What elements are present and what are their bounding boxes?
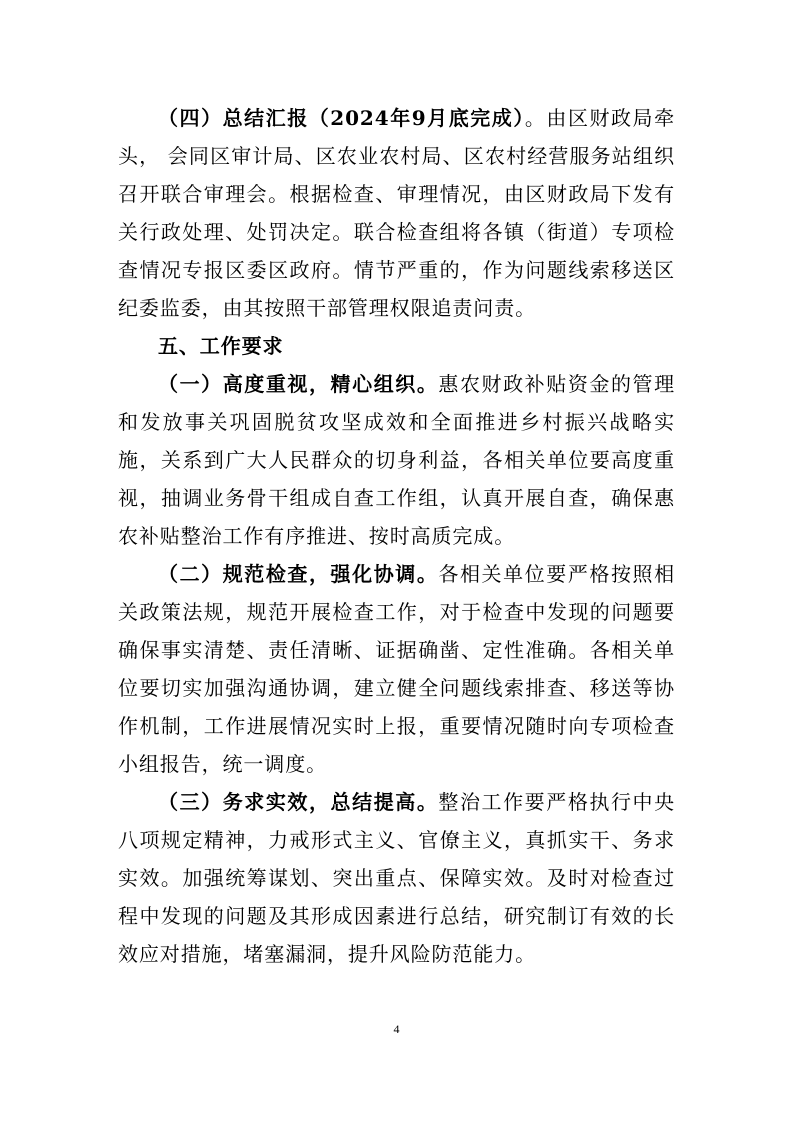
paragraph-summary-report [118, 99, 675, 327]
requirement-paragraph-2 [118, 555, 675, 783]
requirement-3-lead: （三）务求实效，总结提高。 [158, 790, 439, 814]
requirement-1-lead: （一）高度重视，精心组织。 [158, 372, 439, 396]
document-body [118, 99, 675, 973]
requirement-1-body: 惠农财政补贴资金的管理和发放事关巩固脱贫攻坚成效和全面推进乡村振兴战略实施，关系到广大人民群众的切身利益，各相关单位要高度重视，抽调业务骨干组成自查工作组，认真开展自查，确保惠农补贴整治工作有序推进、按时高质完成。 [118, 372, 675, 548]
requirement-3-body: 整治工作要严格执行中央八项规定精神，力戒形式主义、官僚主义，真抓实干、务求实效。加强统筹谋划、突出重点、保障实效。及时对检查过程中发现的问题及其形成因素进行总结，研究制订有效的长效应对措施，堵塞漏洞，提升风险防范能力。 [118, 790, 675, 966]
paragraph-summary-report-body: 。由区财政局牵头， 会同区审计局、区农业农村局、区农村经营服务站组织召开联合审理会。根据检查、审理情况，由区财政局下发有关行政处理、处罚决定。联合检查组将各镇（街道）专项检查情况专报区委区政府。情节严重的，作为问题线索移送区纪委监委，由其按照干部管理权限追责问责。 [118, 106, 675, 320]
page-number: 4 [393, 1022, 400, 1036]
paragraph-summary-report-lead: （四）总结汇报（2024年9月底完成） [158, 106, 525, 130]
requirement-paragraph-3 [118, 783, 675, 973]
section-heading-work-requirements: 五、工作要求 [158, 334, 284, 358]
requirement-paragraph-1 [118, 365, 675, 555]
requirement-2-lead: （二）规范检查，强化协调。 [158, 562, 439, 586]
requirement-2-body: 各相关单位要严格按照相关政策法规，规范开展检查工作，对于检查中发现的问题要确保事实清楚、责任清晰、证据确凿、定性准确。各相关单位要切实加强沟通协调，建立健全问题线索排查、移送等协作机制，工作进展情况实时上报，重要情况随时向专项检查小组报告，统一调度。 [118, 562, 675, 776]
